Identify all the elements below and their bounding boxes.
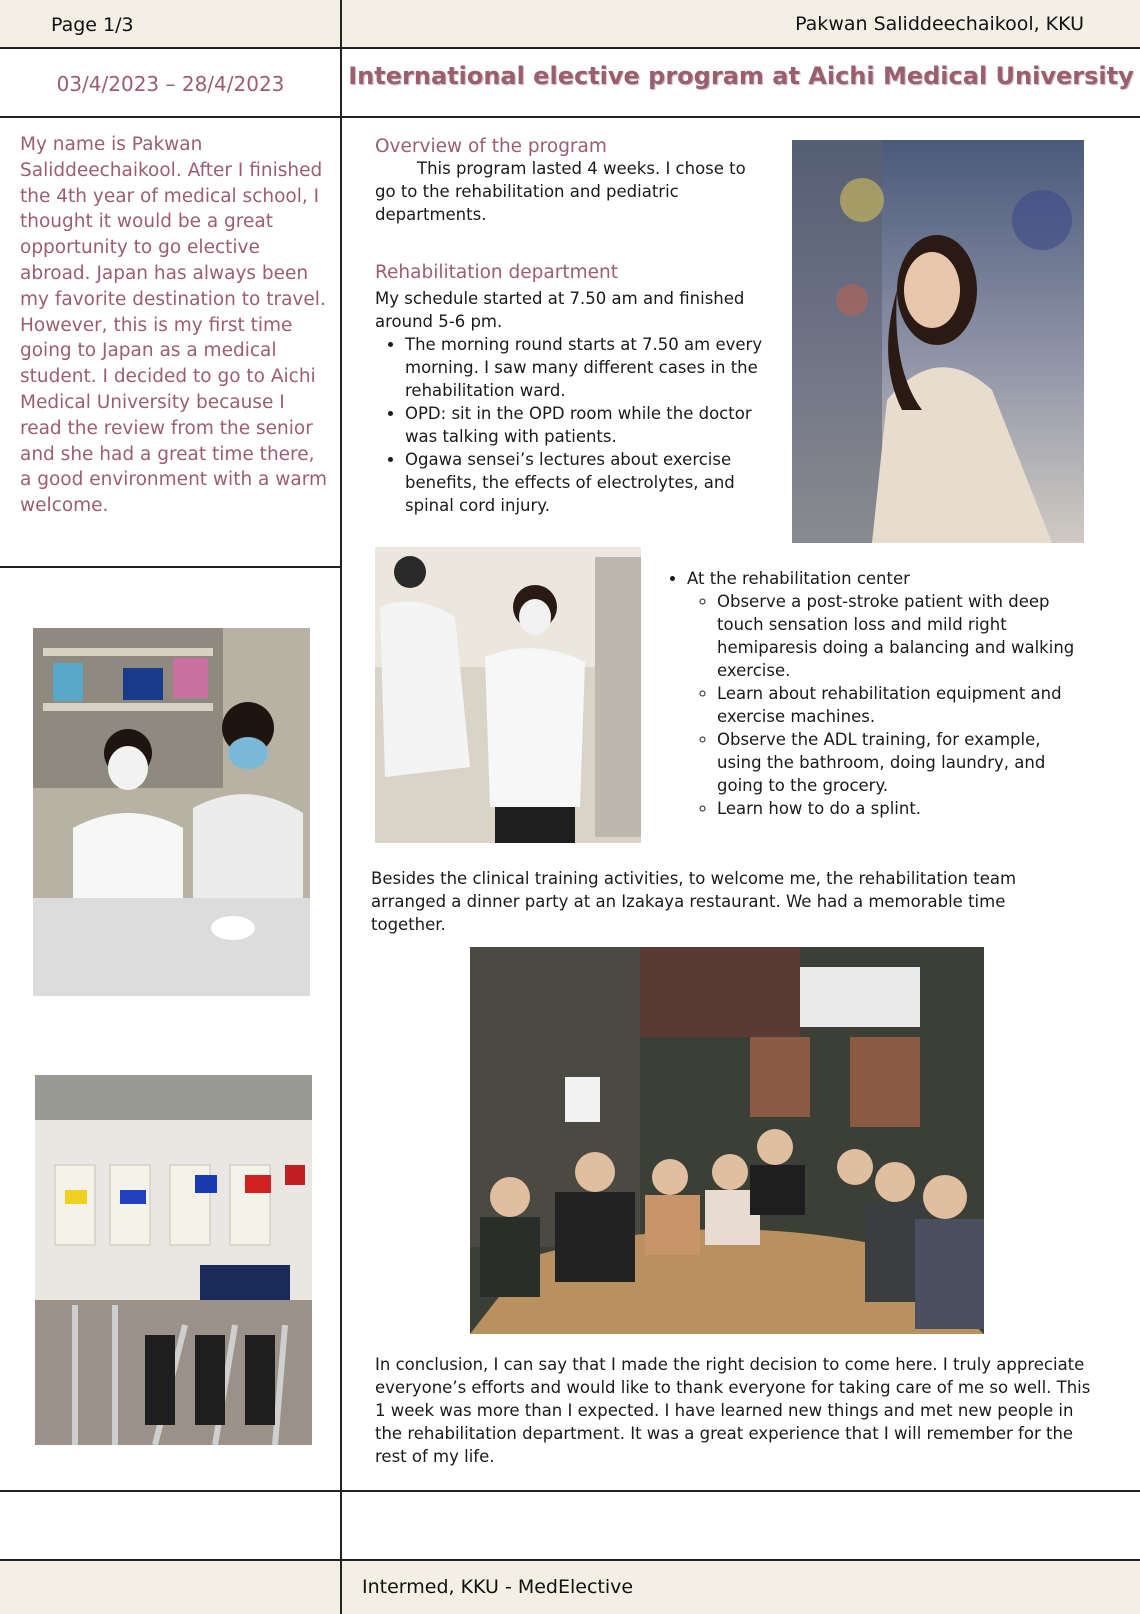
divider-content-end	[0, 1490, 1140, 1492]
rehab-section	[375, 262, 775, 517]
intro-paragraph: My name is Pakwan Saliddeechaikool. After I finished the 4th year of medical school, I thought it would be a great opportunity to go elective abroad. Japan has always been my favorite destination to travel. However, this is my first time going to Japan as a medical student. I decided to go to Aichi Medical University because I read the review from the senior and she had a great time there, a good environment with a warm welcome.	[20, 134, 328, 517]
dinner-group-photo	[470, 947, 984, 1334]
list-item: • OPD: sit in the OPD room while the doctor was talking with patients.	[405, 402, 775, 448]
list-item: ◦ Learn about rehabilitation equipment and exercise machines.	[717, 682, 1087, 728]
footer-text: Intermed, KKU - MedElective	[362, 1576, 634, 1598]
list-item: • The morning round starts at 7.50 am every morning. I saw many different cases in the rehabilitation ward.	[405, 333, 775, 402]
author-name: Pakwan Saliddeechaikool, KKU	[795, 13, 1084, 35]
divider-footer	[0, 1559, 1140, 1561]
list-item: • Ogawa sensei’s lectures about exercise benefits, the effects of electrolytes, and spinal cord injury.	[405, 448, 775, 517]
page-title: International elective program at Aichi Medical University	[348, 62, 1134, 90]
portrait-photo	[792, 140, 1084, 543]
column-divider	[340, 0, 342, 1614]
list-item: ◦ Learn how to do a splint.	[717, 797, 1087, 820]
list-item: ◦ Observe a post-stroke patient with deep touch sensation loss and mild right hemiparesis doing a balancing and walking exercise.	[717, 590, 1087, 682]
divider-header	[0, 47, 1140, 49]
page-number: Page 1/3	[51, 14, 134, 36]
rehab-title: Rehabilitation department	[375, 262, 618, 283]
conclusion-paragraph: In conclusion, I can say that I made the right decision to come here. I truly appreciate everyone’s efforts and would like to thank everyone for taking care of me so well. This 1 week was more than I expected. I have learned new things and met new people in the rehabilitation department. It was a great experience that I will remember for the rest of my life.	[375, 1355, 1091, 1466]
rehab-center-list	[657, 567, 1087, 820]
overview-text: This program lasted 4 weeks. I chose to go to the rehabilitation and pediatric departments.	[375, 159, 746, 224]
dinner-paragraph: Besides the clinical training activities, to welcome me, the rehabilitation team arranged a dinner party at an Izakaya restaurant. We had a memorable time together.	[371, 869, 1017, 934]
splint-photo	[33, 628, 310, 996]
rehab-schedule: My schedule started at 7.50 am and finished around 5-6 pm.	[375, 289, 745, 331]
date-range: 03/4/2023 – 28/4/2023	[56, 72, 285, 96]
rehab-center-label: At the rehabilitation center	[687, 569, 910, 588]
rehab-list	[375, 333, 775, 517]
overview-title: Overview of the program	[375, 136, 607, 157]
overview-section	[375, 136, 755, 226]
therapist-photo	[375, 547, 641, 843]
equipment-photo	[35, 1075, 312, 1445]
divider-intro	[0, 566, 341, 568]
list-item: ◦ Observe the ADL training, for example, using the bathroom, doing laundry, and going to the grocery.	[717, 728, 1087, 797]
divider-title	[0, 116, 1140, 118]
rehab-center-section	[657, 567, 1087, 820]
